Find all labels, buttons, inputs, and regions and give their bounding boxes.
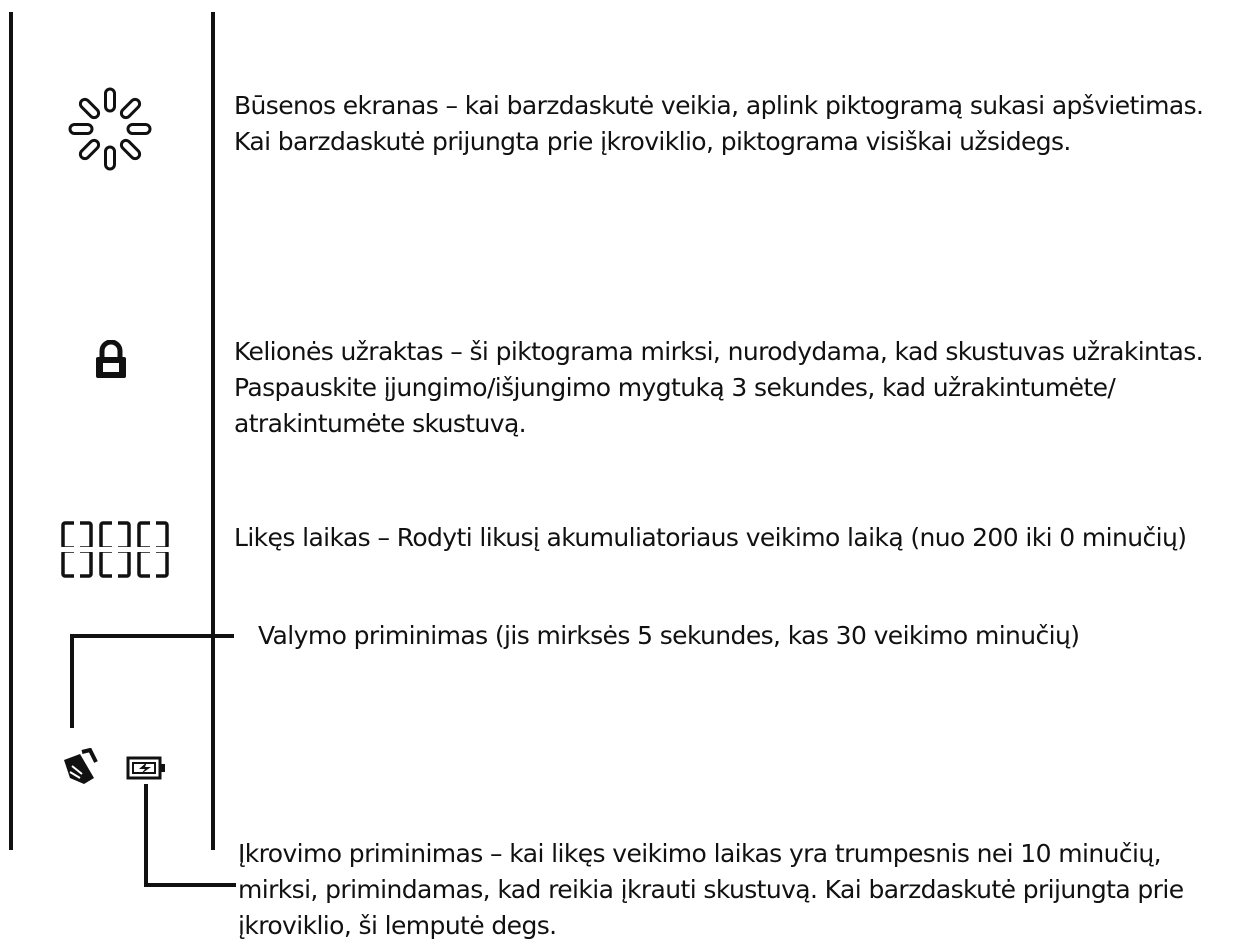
cleaning-reminder-description	[258, 618, 1239, 654]
description-line: mirksi, primindamas, kad reikia įkrauti skustuvą. Kai barzdaskutė prijungta prie	[238, 875, 1184, 904]
charging-reminder-description	[238, 836, 1238, 944]
travel-lock-description	[234, 334, 1234, 442]
description-line: Valymo priminimas (jis mirksės 5 sekundes, kas 30 veikimo minučių)	[258, 621, 1080, 650]
description-line: įkroviklio, ši lemputė degs.	[238, 911, 557, 940]
seven-segment-digits-icon	[60, 520, 170, 580]
charge-leader-line	[146, 784, 236, 885]
description-line: Kai barzdaskutė prijungta prie įkroviklio, piktograma visiškai užsidegs.	[234, 127, 1071, 156]
remaining-time-description	[234, 520, 1234, 556]
padlock-icon	[94, 340, 128, 380]
description-line: Paspauskite įjungimo/išjungimo mygtuką 3 sekundes, kad užrakintumėte/	[234, 373, 1116, 402]
description-line: Kelionės užraktas – ši piktograma mirksi, nurodydama, kad skustuvas užrakintas.	[234, 337, 1203, 366]
description-line: Likęs laikas – Rodyti likusį akumuliatoriaus veikimo laiką (nuo 200 iki 0 minučių)	[234, 523, 1187, 552]
cleaning-brush-icon	[60, 748, 100, 788]
battery-charge-icon	[125, 754, 169, 782]
spinning-light-icon	[64, 83, 156, 175]
description-line: atrakintumėte skustuvą.	[234, 409, 527, 438]
cleaning-leader-line	[72, 636, 234, 728]
description-line: Būsenos ekranas – kai barzdaskutė veikia, aplink piktogramą sukasi apšvietimas.	[234, 91, 1204, 120]
description-line: Įkrovimo priminimas – kai likęs veikimo laikas yra trumpesnis nei 10 minučių,	[238, 839, 1161, 868]
status-display-description	[234, 88, 1234, 160]
